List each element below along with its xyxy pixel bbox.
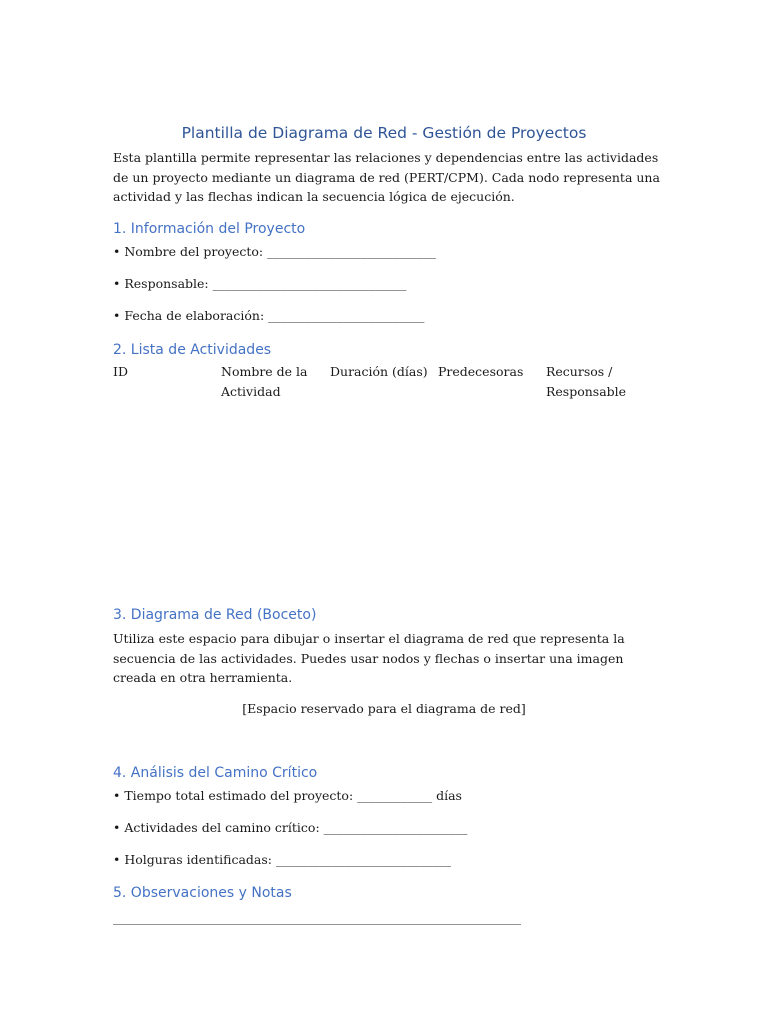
- section3-paragraph: Utiliza este espacio para dibujar o insertar el diagrama de red que representa la secuencia de las actividades. Puedes usar nodos y flechas o insertar una imagen creada en otra herramienta.: [113, 631, 625, 685]
- responsible-field: • Responsable: _______________________________: [113, 276, 407, 291]
- section2-heading: 2. Lista de Actividades: [113, 342, 272, 358]
- column-activity-name: Nombre de la Actividad: [221, 364, 308, 399]
- project-name-field: • Nombre del proyecto: ___________________________: [113, 244, 436, 259]
- section1-heading: 1. Información del Proyecto: [113, 221, 306, 237]
- section3-heading: 3. Diagrama de Red (Boceto): [113, 607, 317, 623]
- section5-heading: 5. Observaciones y Notas: [113, 885, 292, 901]
- total-time-field: • Tiempo total estimado del proyecto: ____________ días: [113, 788, 462, 803]
- slack-field: • Holguras identificadas: ____________________________: [113, 852, 451, 867]
- document-title: Plantilla de Diagrama de Red - Gestión de Proyectos: [181, 124, 587, 142]
- diagram-placeholder: [Espacio reservado para el diagrama de red]: [242, 701, 526, 716]
- date-field: • Fecha de elaboración: _________________________: [113, 308, 425, 323]
- notes-line: ____________________________________________________________________: [113, 911, 521, 925]
- section4-heading: 4. Análisis del Camino Crítico: [113, 765, 318, 781]
- column-resources: Recursos / Responsable: [546, 364, 627, 399]
- critical-activities-field: • Actividades del camino crítico: _______________________: [113, 820, 468, 835]
- column-predecessors: Predecesoras: [438, 364, 524, 379]
- column-duration: Duración (días): [330, 364, 428, 379]
- column-id: ID: [113, 364, 128, 379]
- intro-paragraph: Esta plantilla permite representar las relaciones y dependencias entre las actividades de un proyecto mediante un diagrama de red (PERT/CPM). Cada nodo representa una actividad y las flechas indican la secuencia lógica de ejecución.: [113, 150, 660, 204]
